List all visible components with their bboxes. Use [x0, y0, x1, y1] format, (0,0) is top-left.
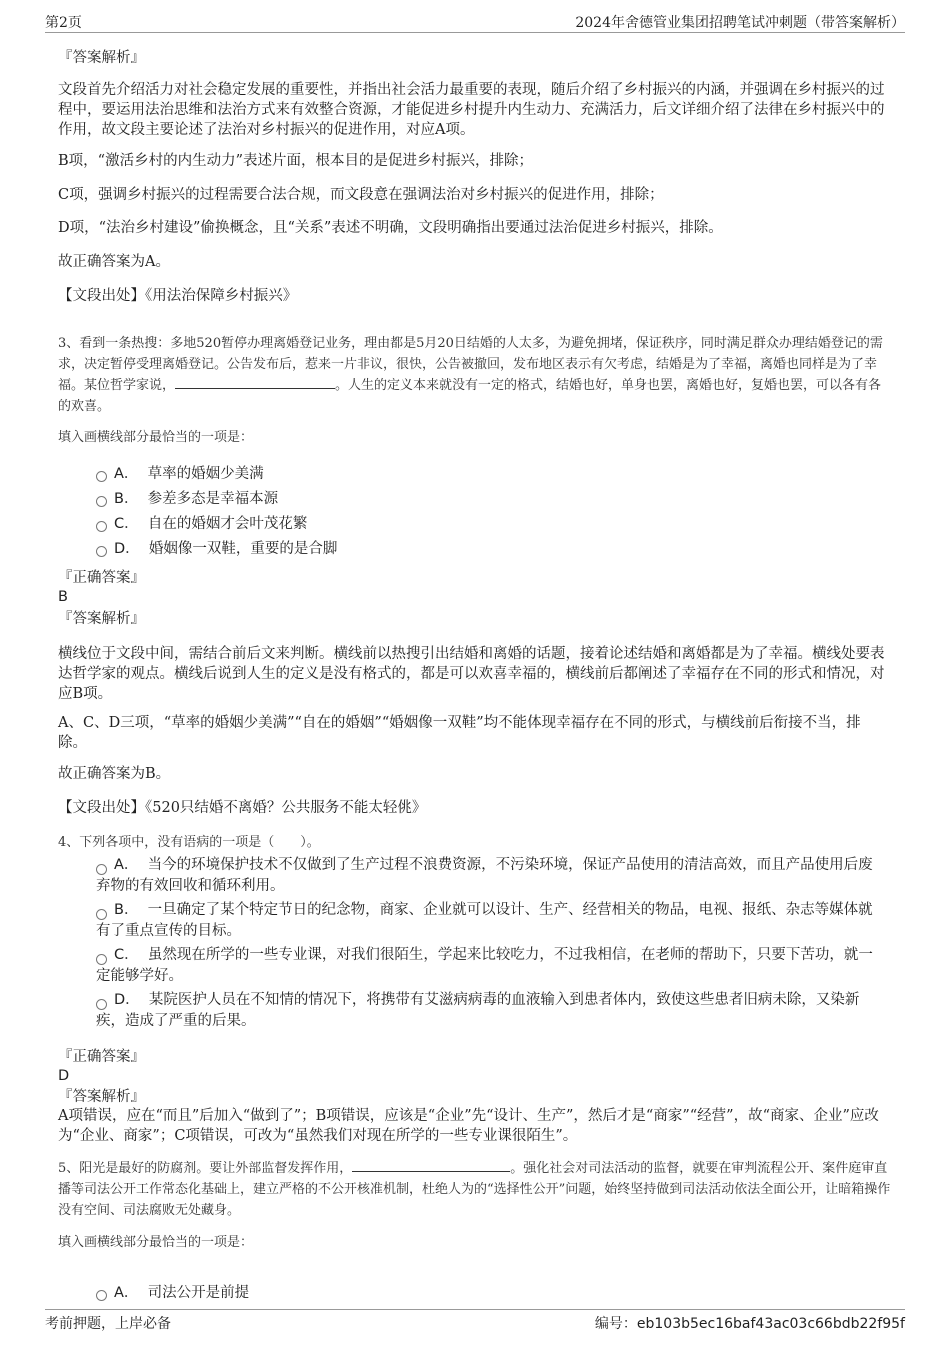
correct-answer: D — [58, 1068, 70, 1084]
question-5-prompt: 填入画横线部分最恰当的一项是： — [58, 1235, 254, 1250]
analysis-text: 文段首先介绍活力对社会稳定发展的重要性，并指出社会活力最重要的表现，随后介绍了乡村振兴的内涵，并强调在乡村振兴的过程中，要运用法治思维和法治方式来有效整合资源，才能促进乡村提升内生动力、充满活力，后文详细介绍了法律在乡村振兴中的作用，故文段主要论述了法治对乡村振兴的促进作用，对应A项。 — [58, 82, 885, 138]
radio-icon[interactable] — [96, 864, 107, 875]
correct-answer-label: 『正确答案』 — [58, 1049, 145, 1065]
radio-icon[interactable] — [96, 496, 107, 507]
answer-blank — [175, 376, 335, 389]
source-citation: 【文段出处】《520只结婚不离婚？公共服务不能太轻佻》 — [58, 800, 427, 816]
q4-option-c[interactable]: C． 虽然现在所学的一些专业课，对我们很陌生，学起来比较吃力，不过我相信，在老师的帮助下，只要下苦功，就一定能够学好。 — [96, 947, 873, 984]
q4-option-b[interactable]: B． 一旦确定了某个特定节日的纪念物，商家、企业就可以设计、生产、经营相关的物品，电视、报纸、杂志等媒体就有了重点宣传的目标。 — [96, 902, 873, 939]
footer-divider — [45, 1309, 905, 1310]
analysis-label: 『答案解析』 — [58, 50, 145, 66]
q4-option-d[interactable]: D． 某院医护人员在不知情的情况下，将携带有艾滋病病毒的血液输入到患者体内，致使这些患者旧病未除，又染新疾，造成了严重的后果。 — [96, 992, 860, 1029]
radio-icon[interactable] — [96, 909, 107, 920]
analysis-label: 『答案解析』 — [58, 1089, 145, 1105]
radio-icon[interactable] — [96, 999, 107, 1010]
question-5-stem: 5、阳光是最好的防腐剂。要让外部监督发挥作用， 。强化社会对司法活动的监督，就要在审判流程公开、案件庭审直播等司法公开工作常态化基础上，建立严格的不公开核准机制，杜绝人为的“选择性公开”问题，始终坚持做到司法活动依法全面公开，让暗箱操作没有空间、司法腐败无处藏身。 — [58, 1161, 891, 1218]
conclusion: 故正确答案为B。 — [58, 766, 171, 782]
question-4-stem: 4、下列各项中，没有语病的一项是（ ）。 — [58, 835, 320, 850]
analysis-text: 横线位于文段中间，需结合前后文来判断。横线前以热搜引出结婚和离婚的话题，接着论述结婚和离婚都是为了幸福。横线处要表达哲学家的观点。横线后说到人生的定义是没有格式的，都是可以欢喜幸福的，横线前后都阐述了幸福存在不同的形式和情况，对应B项。 — [58, 646, 885, 702]
footer-slogan: 考前押题，上岸必备 — [45, 1316, 171, 1332]
radio-icon[interactable] — [96, 521, 107, 532]
analysis-option-d: D项，“法治乡村建设”偷换概念，且“关系”表述不明确，文段明确指出要通过法治促进乡村振兴，排除。 — [58, 220, 723, 236]
header-divider — [45, 32, 905, 33]
document-id: 编号：eb103b5ec16baf43ac03c66bdb22f95f — [594, 1316, 905, 1332]
radio-icon[interactable] — [96, 1290, 107, 1301]
conclusion: 故正确答案为A。 — [58, 254, 170, 270]
analysis-other-options: A、C、D三项，“草率的婚姻少美满”“自在的婚姻”“婚姻像一双鞋”均不能体现幸福存在不同的形式，与横线前后衔接不当，排除。 — [58, 715, 861, 751]
question-3-prompt: 填入画横线部分最恰当的一项是： — [58, 430, 254, 445]
question-3-stem: 3、看到一条热搜：多地520暂停办理离婚登记业务，理由都是5月20日结婚的人太多，为避免拥堵，保证秩序，同时满足群众办理结婚登记的需求，决定暂停受理离婚登记。公告发布后，惹来一片非议，很快，公告被撤回，发布地区表示有欠考虑，结婚是为了幸福，离婚也同样是为了幸福。某位哲学家说， 。人生的定义本来就没有一定的格式，结婚也好，单身也罢，离婚也好，复婚也罢，可以各有各的欢喜。 — [58, 336, 883, 414]
analysis-option-b: B项，“激活乡村的内生动力”表述片面，根本目的是促进乡村振兴，排除； — [58, 153, 533, 169]
document-title: 2024年舍德管业集团招聘笔试冲刺题（带答案解析） — [575, 15, 905, 31]
radio-icon[interactable] — [96, 546, 107, 557]
page-number: 第2页 — [45, 15, 82, 31]
answer-blank — [352, 1159, 510, 1172]
analysis-label: 『答案解析』 — [58, 611, 145, 627]
radio-icon[interactable] — [96, 471, 107, 482]
source-citation: 【文段出处】《用法治保障乡村振兴》 — [58, 288, 298, 304]
analysis-option-c: C项，强调乡村振兴的过程需要合法合规，而文段意在强调法治对乡村振兴的促进作用，排除； — [58, 187, 664, 203]
analysis-text: A项错误，应在“而且”后加入“做到了”；B项错误，应该是“企业”先“设计、生产”，然后才是“商家”“经营”，故“商家、企业”应改为“企业、商家”；C项错误，可改为“虽然我们对现在所学的一些专业课很陌生”。 — [58, 1108, 879, 1144]
correct-answer-label: 『正确答案』 — [58, 570, 145, 586]
q4-option-a[interactable]: A． 当今的环境保护技术不仅做到了生产过程不浪费资源，不污染环境，保证产品使用的清洁高效，而且产品使用后废弃物的有效回收和循环利用。 — [96, 857, 873, 894]
radio-icon[interactable] — [96, 954, 107, 965]
correct-answer: B — [58, 589, 68, 605]
